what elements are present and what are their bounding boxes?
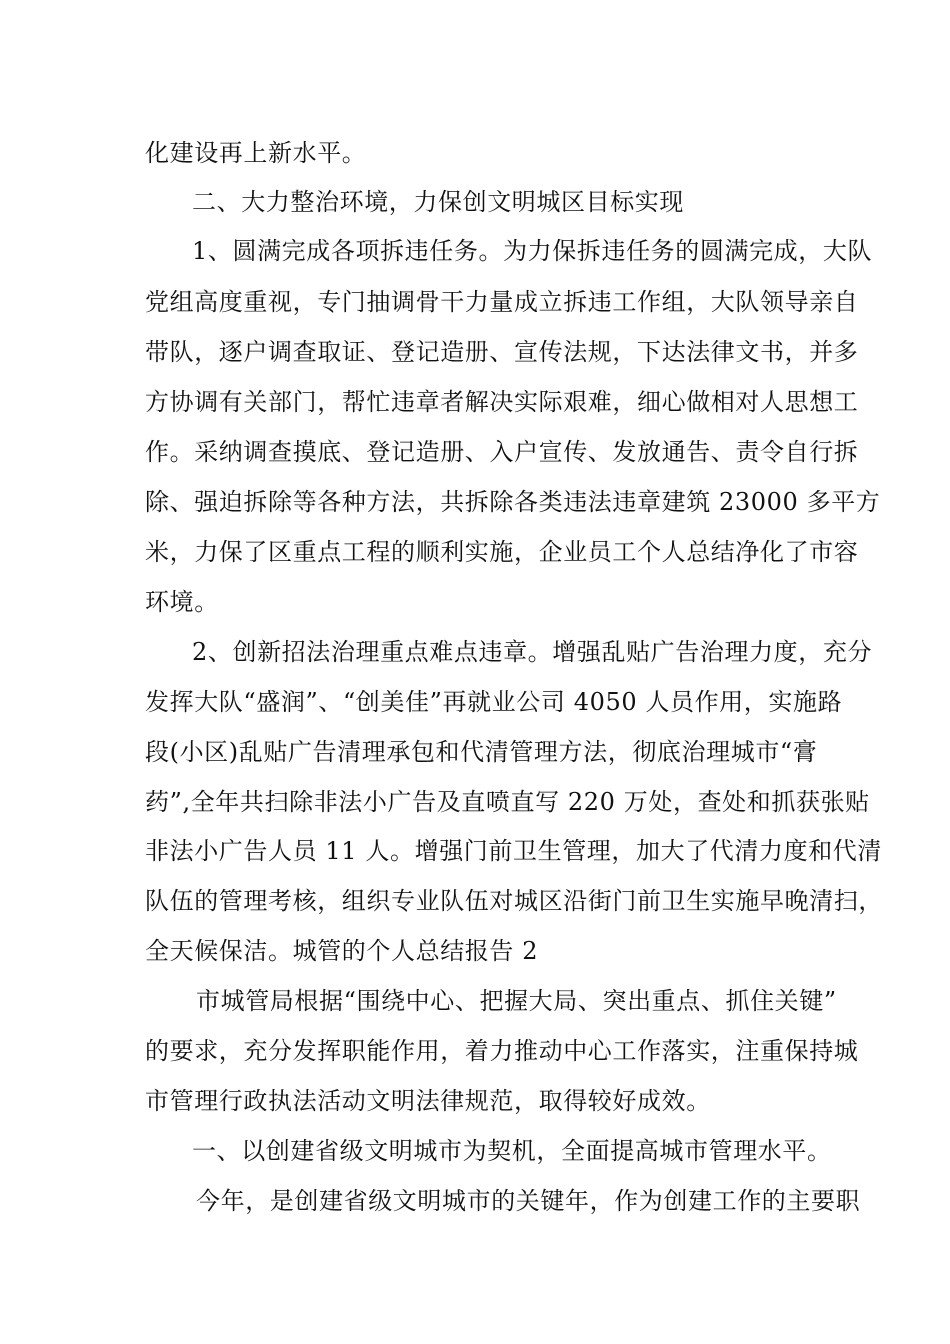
text-line: 米，力保了区重点工程的顺利实施，企业员工个人总结净化了市容 (145, 538, 859, 566)
section-heading: 二、大力整治环境，力保创文明城区目标实现 (192, 188, 684, 216)
text-line: 作。采纳调查摸底、登记造册、入户宣传、发放通告、责令自行拆 (145, 438, 859, 466)
text-line: 党组高度重视，专门抽调骨干力量成立拆违工作组，大队领导亲自 (145, 288, 859, 316)
text-line: 队伍的管理考核，组织专业队伍对城区沿街门前卫生实施早晚清扫， (145, 887, 883, 915)
text-line: 全天候保洁。城管的个人总结报告 2 (145, 937, 539, 965)
text-line: 除、强迫拆除等各种方法，共拆除各类违法违章建筑 23000 多平方 (145, 488, 881, 516)
text-line: 今年，是创建省级文明城市的关键年，作为创建工作的主要职 (196, 1187, 861, 1215)
text-line: 1、圆满完成各项拆违任务。为力保拆违任务的圆满完成，大队 (192, 237, 873, 265)
text-line: 发挥大队“盛润”、“创美佳”再就业公司 4050 人员作用，实施路 (145, 688, 843, 716)
text-line: 市城管局根据“围绕中心、把握大局、突出重点、抓住关键” (196, 987, 837, 1015)
text-line: 段(小区)乱贴广告清理承包和代清管理方法，彻底治理城市“膏 (145, 738, 818, 766)
text-line: 带队，逐户调查取证、登记造册、宣传法规，下达法律文书，并多 (145, 338, 859, 366)
section-heading: 一、以创建省级文明城市为契机，全面提高城市管理水平。 (192, 1137, 832, 1165)
text-line: 方协调有关部门，帮忙违章者解决实际艰难，细心做相对人思想工 (145, 388, 859, 416)
text-line: 市管理行政执法活动文明法律规范，取得较好成效。 (145, 1087, 711, 1115)
text-line: 药”,全年共扫除非法小广告及直喷直写 220 万处，查处和抓获张贴 (145, 788, 870, 816)
text-line: 非法小广告人员 11 人。增强门前卫生管理，加大了代清力度和代清 (145, 837, 882, 865)
text-line: 环境。 (145, 588, 219, 616)
text-line: 的要求，充分发挥职能作用，着力推动中心工作落实，注重保持城 (145, 1037, 859, 1065)
text-line: 2、创新招法治理重点难点违章。增强乱贴广告治理力度，充分 (192, 638, 873, 666)
text-line: 化建设再上新水平。 (145, 139, 367, 167)
